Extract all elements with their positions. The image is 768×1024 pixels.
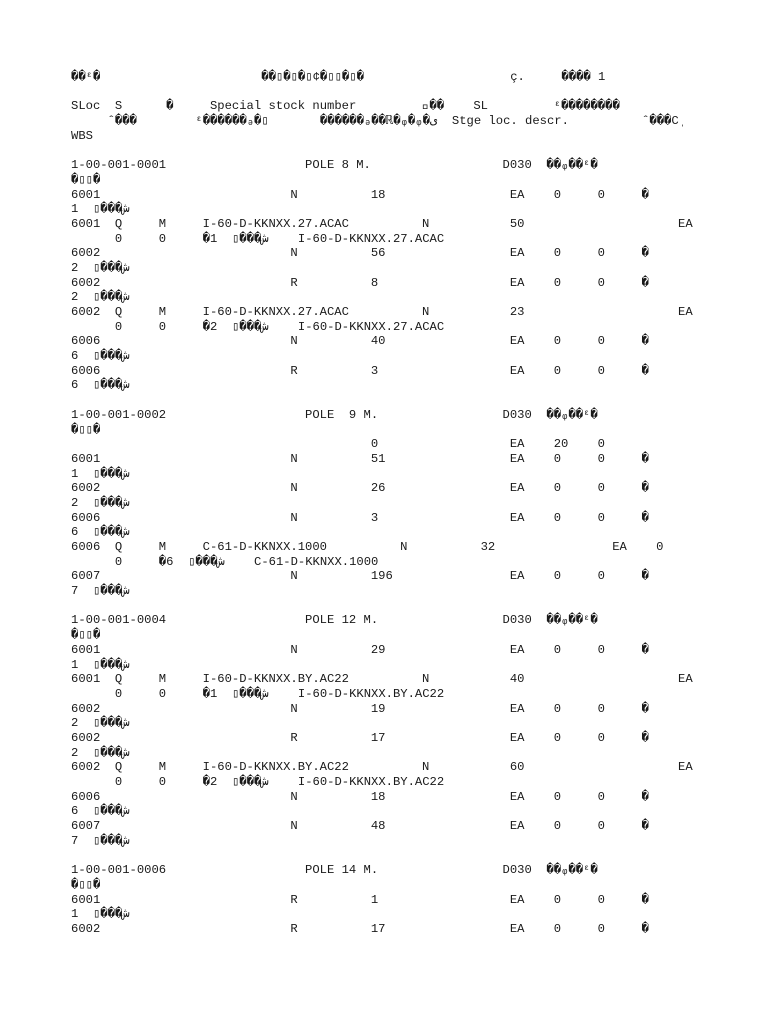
stock-line: ﺵ���▯ 2 <box>71 745 130 760</box>
stock-line: 6002 Q M I-60-D-KKNXX.27.ACAC N 23 EA <box>71 305 693 319</box>
blank-line <box>71 85 751 100</box>
stock-line: 6002 R 17 EA 0 0 � <box>71 730 649 745</box>
stock-line: 6001 Q M I-60-D-KKNXX.27.ACAC N 50 EA <box>71 216 693 231</box>
material-block <box>71 863 751 936</box>
stock-line: �▯▯� <box>71 172 101 187</box>
column-header-line-2: ˆ��� ᵋ������ₔ�▯ ������ₔ��ℝ�ᵩ�ᵩ�ﻯ Stge loc. descr. ˆ���Cˌ <box>71 114 687 129</box>
stock-line: 6002 N 56 EA 0 0 � <box>71 246 649 261</box>
blank-line <box>71 393 751 408</box>
stock-line: 6002 R 8 EA 0 0 � <box>71 275 649 290</box>
stock-line: ﺵ���▯ 7 <box>71 833 130 848</box>
stock-line: 6002 N 26 EA 0 0 � <box>71 481 649 496</box>
stock-line: ﺵ���▯ 2 <box>71 290 130 305</box>
stock-line: 6006 N 40 EA 0 0 � <box>71 334 649 349</box>
stock-line: ﺵ���▯ 2 <box>71 260 130 275</box>
stock-line: ﺵ���▯ 1 <box>71 466 130 481</box>
stock-line: 0 0 �ﺵ���▯ 1 I-60-D-KKNXX.BY.AC22 <box>71 686 445 701</box>
report-title-line: ��ᵋ� ��▯�▯�▯¢�▯▯�▯� ç. ���� 1 <box>71 70 606 84</box>
material-header-line: 1-00-001-0004 POLE 12 M. D030 ��ᵩ��ᵋ� <box>71 613 598 628</box>
stock-line: 6001 Q M I-60-D-KKNXX.BY.AC22 N 40 EA <box>71 672 693 687</box>
stock-line: 0 EA 20 0 <box>71 437 605 452</box>
material-header-line: 1-00-001-0001 POLE 8 M. D030 ��ᵩ��ᵋ� <box>71 158 598 173</box>
material-block <box>71 613 751 863</box>
stock-line: 6001 R 1 EA 0 0 � <box>71 892 649 907</box>
stock-line: 6001 N 29 EA 0 0 � <box>71 642 649 657</box>
stock-line: 6002 N 19 EA 0 0 � <box>71 701 649 716</box>
stock-line: 6007 N 48 EA 0 0 � <box>71 819 649 834</box>
stock-line: 0 0 �ﺵ���▯ 1 I-60-D-KKNXX.27.ACAC <box>71 231 445 246</box>
blank-line <box>71 143 751 158</box>
stock-line: �▯▯� <box>71 628 101 643</box>
stock-line: 0 0 �ﺵ���▯ 2 I-60-D-KKNXX.BY.AC22 <box>71 775 445 789</box>
stock-line: ﺵ���▯ 1 <box>71 202 130 217</box>
stock-line: 6001 N 51 EA 0 0 � <box>71 451 649 466</box>
stock-line: 6007 N 196 EA 0 0 � <box>71 569 649 584</box>
stock-line: ﺵ���▯ 2 <box>71 495 130 510</box>
column-header-line-3: WBS <box>71 128 93 143</box>
stock-line: ﺵ���▯ 6 <box>71 804 130 819</box>
stock-line: 6001 N 18 EA 0 0 � <box>71 187 649 202</box>
stock-line: �▯▯� <box>71 877 101 892</box>
blank-line <box>71 848 751 863</box>
stock-line: 6006 N 18 EA 0 0 � <box>71 789 649 804</box>
stock-line: ﺵ���▯ 1 <box>71 907 130 922</box>
stock-line: 6006 R 3 EA 0 0 � <box>71 363 649 378</box>
material-block <box>71 158 751 408</box>
stock-line: ﺵ���▯ 2 <box>71 716 130 731</box>
stock-line: 6006 Q M C-61-D-KKNXX.1000 N 32 EA 0 <box>71 540 664 554</box>
blank-line <box>71 599 751 614</box>
stock-report <box>71 70 751 937</box>
stock-line: 6002 R 17 EA 0 0 � <box>71 921 649 936</box>
material-header-line: 1-00-001-0006 POLE 14 M. D030 ��ᵩ��ᵋ� <box>71 863 598 878</box>
stock-line: ﺵ���▯ 6 <box>71 378 130 393</box>
column-header-line-1: SLoc S � Special stock number ᷌�� SL ᵋ�������� <box>71 99 620 114</box>
stock-line: ﺵ���▯ 6 <box>71 525 130 540</box>
material-header-line: 1-00-001-0002 POLE 9 M. D030 ��ᵩ��ᵋ� <box>71 407 598 422</box>
stock-line: ﺵ���▯ 7 <box>71 584 130 599</box>
material-list <box>71 158 751 936</box>
stock-line: 6002 Q M I-60-D-KKNXX.BY.AC22 N 60 EA <box>71 760 693 775</box>
stock-line: 0 0 �ﺵ���▯ 2 I-60-D-KKNXX.27.ACAC <box>71 319 445 334</box>
stock-line: �▯▯� <box>71 422 101 437</box>
stock-line: ﺵ���▯ 6 <box>71 349 130 364</box>
material-block <box>71 408 751 614</box>
stock-line: 6006 N 3 EA 0 0 � <box>71 510 649 525</box>
stock-line: 0 �ﺵ���▯ 6 C-61-D-KKNXX.1000 <box>71 554 379 569</box>
stock-line: ﺵ���▯ 1 <box>71 657 130 672</box>
